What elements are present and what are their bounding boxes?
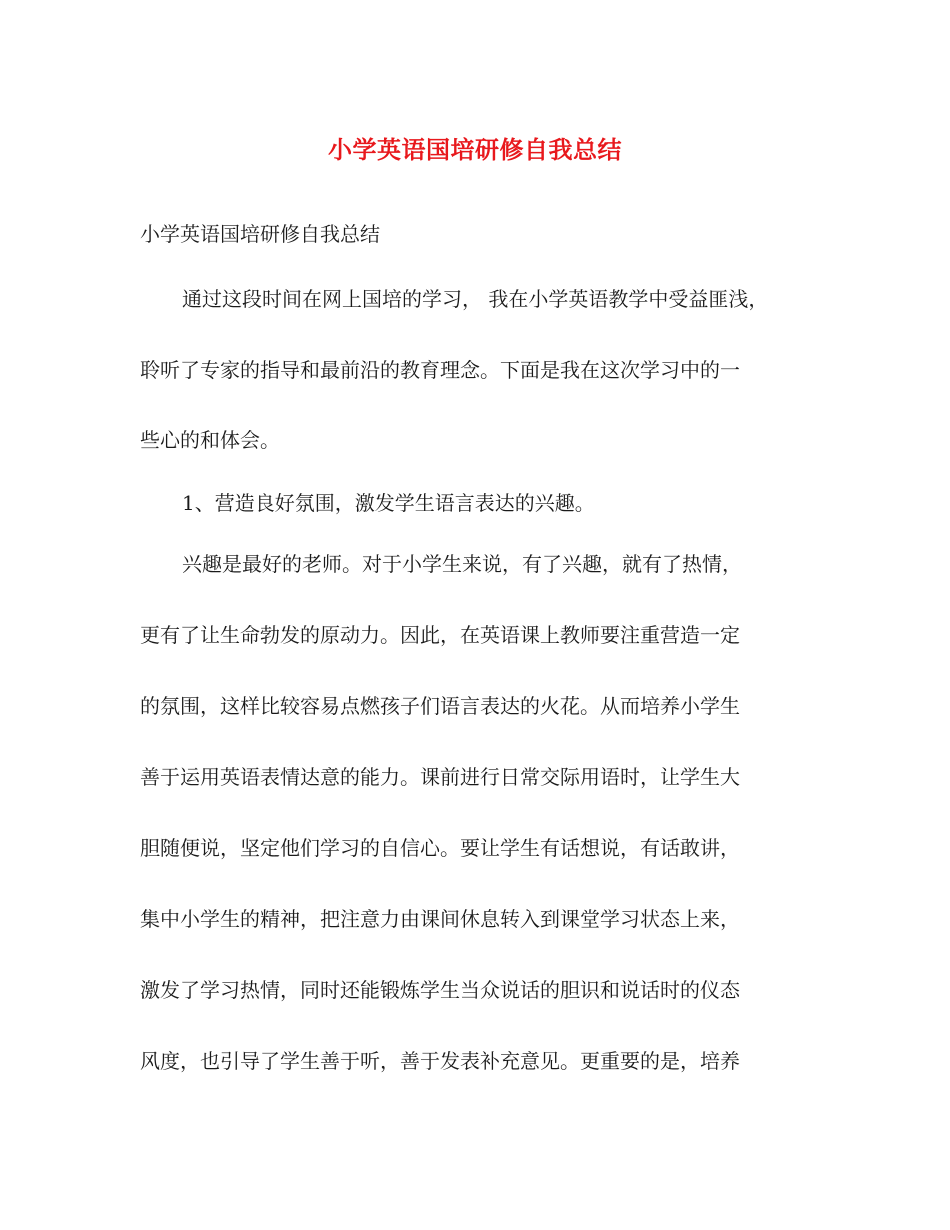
document-title: 小学英语国培研修自我总结 <box>328 135 622 164</box>
section-heading: 1、营造良好氛围，激发学生语言表达的兴趣。 <box>182 491 595 515</box>
paragraph-line: 激发了学习热情，同时还能锻炼学生当众说话的胆识和说话时的仪态 <box>140 978 740 1002</box>
paragraph-line: 兴趣是最好的老师。对于小学生来说，有了兴趣，就有了热情， <box>182 552 742 576</box>
paragraph-line: 些心的和体会。 <box>140 428 280 452</box>
paragraph-line: 善于运用英语表情达意的能力。课前进行日常交际用语时，让学生大 <box>140 765 740 789</box>
paragraph-line: 更有了让生命勃发的原动力。因此，在英语课上教师要注重营造一定 <box>140 623 740 647</box>
paragraph-line: 通过这段时间在网上国培的学习， 我在小学英语教学中受益匪浅， <box>182 287 769 311</box>
paragraph-line: 风度，也引导了学生善于听，善于发表补充意见。更重要的是，培养 <box>140 1049 740 1073</box>
paragraph-line: 聆听了专家的指导和最前沿的教育理念。下面是我在这次学习中的一 <box>140 358 740 382</box>
paragraph-line: 集中小学生的精神，把注意力由课间休息转入到课堂学习状态上来， <box>140 907 740 931</box>
paragraph-line: 胆随便说，坚定他们学习的自信心。要让学生有话想说，有话敢讲， <box>140 836 740 860</box>
subtitle-line: 小学英语国培研修自我总结 <box>140 222 380 246</box>
paragraph-line: 的氛围，这样比较容易点燃孩子们语言表达的火花。从而培养小学生 <box>140 694 740 718</box>
